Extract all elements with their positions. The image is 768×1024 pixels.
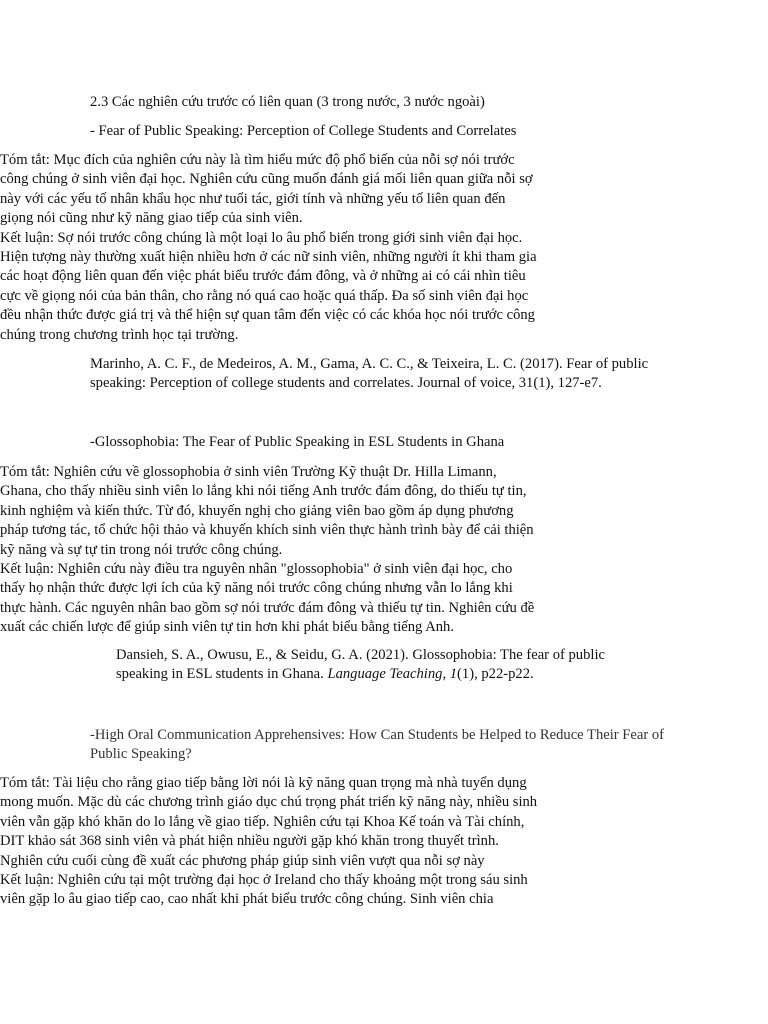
study-2-reference-text: Dansieh, S. A., Owusu, E., & Seidu, G. A. (2021). Glossophobia: The fear of public speaking in ESL students in Ghana. xyxy=(116,647,605,683)
study-1-summary-text: Tóm tắt: Mục đích của nghiên cứu này là tìm hiểu mức độ phổ biến của nỗi sợ nói trước công chúng ở sinh viên đại học. Nghiên cứu cũng muốn đánh giá mối liên quan giữa nỗi sợ này với các yếu tố nhân khẩu học như tuổi tác, giới tính và những yếu tố liên quan đến giọng nói cũng như kỹ năng giao tiếp của sinh viên. xyxy=(0,152,533,227)
study-3-bullets xyxy=(0,774,542,910)
study-2-reference-separator: , xyxy=(442,666,450,683)
study-1-bullets xyxy=(0,151,542,345)
study-2-title: -Glossophobia: The Fear of Public Speaking in ESL Students in Ghana xyxy=(90,434,505,450)
study-3-summary xyxy=(0,774,542,871)
study-2-reference xyxy=(116,646,636,685)
study-3-title: -High Oral Communication Apprehensives: How Can Students be Helped to Reduce Their Fear of Public Speaking? xyxy=(90,727,665,763)
study-1-conclusion xyxy=(0,229,542,345)
section-heading: 2.3 Các nghiên cứu trước có liên quan (3 trong nước, 3 nước ngoài) xyxy=(90,94,485,110)
study-1-conclusion-text: Kết luận: Sợ nói trước công chúng là một loại lo âu phổ biến trong giới sinh viên đại học. Hiện tượng này thường xuất hiện nhiều hơn ở các nữ sinh viên, những người ít khi tham gia các hoạt động liên quan đến việc phát biểu trước đám đông, và ở những ai có cái nhìn tiêu cực về giọng nói của bản thân, cho rằng nó quá cao hoặc quá thấp. Đa số sinh viên đại học đều nhận thức được giá trị và thể hiện sự quan tâm đến việc có các khóa học nói trước công chúng trong chương trình học tại trường. xyxy=(0,229,537,343)
study-3-conclusion xyxy=(0,871,542,910)
study-2-reference-journal: Language Teaching xyxy=(327,666,443,683)
study-2-bullets xyxy=(0,463,538,638)
study-1-summary xyxy=(0,151,542,229)
study-2-conclusion-text: Kết luận: Nghiên cứu này điều tra nguyên nhân "glossophobia" ở sinh viên đại học, cho thấy họ nhận thức được lợi ích của kỹ năng nói trước công chúng nhưng vẫn lo lắng khi thực hành. Các nguyên nhân bao gồm sợ nói trước đám đông và thiếu tự tin. Nghiên cứu đề xuất các chiến lược để giúp sinh viên tự tin hơn khi phát biểu bằng tiếng Anh. xyxy=(0,561,535,636)
study-1-title: - Fear of Public Speaking: Perception of College Students and Correlates xyxy=(90,123,517,139)
study-2-reference-volume: 1 xyxy=(449,666,458,683)
study-3-conclusion-text: Kết luận: Nghiên cứu tại một trường đại học ở Ireland cho thấy khoảng một trong sáu sinh viên gặp lo âu giao tiếp cao, cao nhất khi phát biểu trước công chúng. Sinh viên chia xyxy=(0,872,528,908)
study-2-conclusion xyxy=(0,560,538,638)
study-3-summary-text: Tóm tắt: Tài liệu cho rằng giao tiếp bằng lời nói là kỹ năng quan trọng mà nhà tuyển dụng mong muốn. Mặc dù các chương trình giáo dục chú trọng phát triển kỹ năng này, nhiều sinh viên vẫn gặp khó khăn do lo lắng về giao tiếp. Nghiên cứu tại Khoa Kế toán và Tài chính, DIT khảo sát 368 sinh viên và phát hiện nhiều người gặp khó khăn trong thuyết trình. Nghiên cứu cuối cùng đề xuất các phương pháp giúp sinh viên vượt qua nỗi sợ này xyxy=(0,775,538,869)
study-1-reference: Marinho, A. C. F., de Medeiros, A. M., Gama, A. C. C., & Teixeira, L. C. (2017). Fear of public speaking: Perception of college students and correlates. Journal of voice, 31(1), 127-e7. xyxy=(90,356,649,392)
study-2-reference-tail: (1), p22-p22. xyxy=(457,666,534,683)
study-2-summary-text: Tóm tắt: Nghiên cứu về glossophobia ở sinh viên Trường Kỹ thuật Dr. Hilla Limann, Ghana, cho thấy nhiều sinh viên lo lắng khi nói tiếng Anh trước đám đông, do thiếu tự tin, kinh nghiệm và kiến thức. Từ đó, khuyến nghị cho giảng viên bao gồm áp dụng phương pháp tương tác, tổ chức hội thảo và khuyến khích sinh viên thực hành trình bày để cải thiện kỹ năng và sự tự tin trong nói trước công chúng. xyxy=(0,464,534,558)
study-2-summary xyxy=(0,463,538,560)
